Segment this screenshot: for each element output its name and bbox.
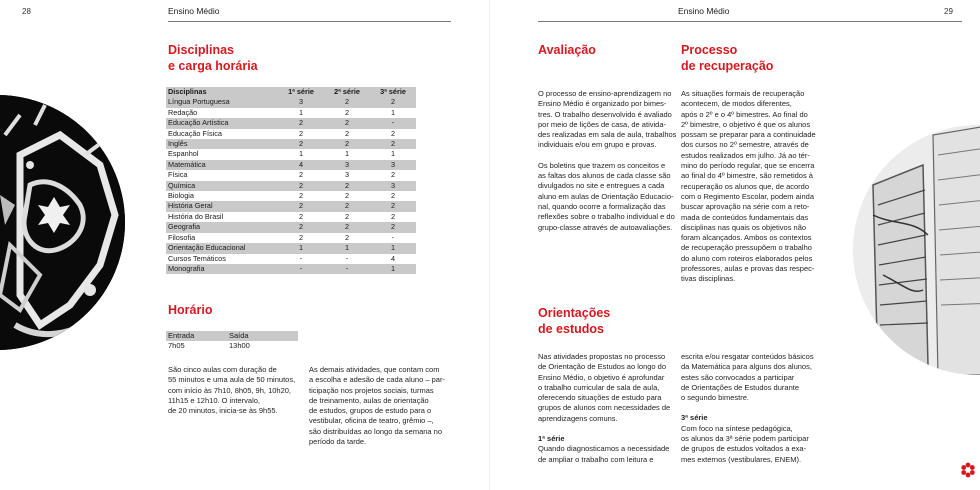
school-logo-icon bbox=[960, 462, 976, 478]
table-cell: 2 bbox=[298, 128, 304, 138]
table-cell: 2 bbox=[324, 201, 370, 211]
text-line: aluno em aulas de Orientação Educacio- bbox=[538, 191, 674, 201]
disciplinas-table bbox=[166, 87, 416, 274]
text-line: acontecem, de modos diferentes, bbox=[681, 99, 792, 109]
table-header-cell: 3ª série bbox=[370, 87, 416, 97]
paragraph-spacer bbox=[681, 403, 831, 413]
table-cell: 2 bbox=[298, 211, 304, 221]
table-cell: 2 bbox=[298, 170, 304, 180]
table-cell: 3 bbox=[344, 170, 350, 180]
orientacoes-title bbox=[538, 305, 610, 337]
table-row bbox=[166, 181, 416, 191]
paragraph-spacer bbox=[538, 151, 678, 161]
table-cell: Espanhol bbox=[168, 149, 199, 159]
table-cell: 2 bbox=[278, 222, 324, 232]
table-cell: 2 bbox=[344, 191, 350, 201]
entrada-value: 7h05 bbox=[168, 341, 185, 351]
text-line: dos cursos no 2º semestre, através de bbox=[681, 140, 809, 150]
text-line: nal, quando ocorre a formalização das bbox=[538, 201, 666, 211]
text-line: por meio de lições de casa, de ativida- bbox=[538, 119, 666, 129]
orientacoes-title-line2: de estudos bbox=[538, 322, 604, 336]
text-line: ao final do 4º bimestre, são remetidos à bbox=[681, 171, 813, 181]
table-row bbox=[166, 212, 416, 222]
table-cell: Educação Artística bbox=[166, 118, 278, 128]
text-line: grupos de alunos com necessidades de bbox=[538, 403, 671, 413]
page-number-left: 28 bbox=[22, 7, 31, 16]
table-cell: - bbox=[345, 253, 349, 263]
right-page bbox=[490, 0, 980, 490]
text-line: Ensino Médio é organizado por bimes- bbox=[538, 99, 667, 109]
table-cell: 4 bbox=[278, 160, 324, 170]
text-line: São cinco aulas com duração de bbox=[168, 365, 277, 374]
text-line: grupo-classe através de autoavaliações. bbox=[538, 222, 673, 232]
table-cell: 2 bbox=[298, 191, 304, 201]
table-cell: 3 bbox=[278, 97, 324, 107]
text-line: As demais atividades, que contam com bbox=[309, 365, 440, 374]
table-header-cell: Disciplinas bbox=[166, 87, 278, 97]
horario-value-row bbox=[166, 341, 298, 351]
avaliacao-title: Avaliação bbox=[538, 43, 596, 57]
table-cell: 2 bbox=[344, 232, 350, 242]
table-cell: - bbox=[278, 264, 324, 274]
text-line: O processo de ensino-aprendizagem no bbox=[538, 89, 672, 98]
text-line: Nas atividades propostas no processo bbox=[538, 352, 666, 361]
table-cell: 1 bbox=[390, 107, 396, 117]
text-line: são distribuídas ao longo da semana no bbox=[309, 426, 443, 436]
horario-paragraph-1 bbox=[168, 365, 303, 416]
table-cell: 2 bbox=[370, 139, 416, 149]
table-row bbox=[166, 149, 416, 159]
saida-value: 13h00 bbox=[229, 341, 250, 351]
table-row bbox=[166, 139, 416, 149]
table-row bbox=[166, 160, 416, 170]
table-row bbox=[166, 264, 416, 274]
text-line: as faltas dos alunos de cada classe são bbox=[538, 171, 671, 181]
table-cell: Monografia bbox=[166, 264, 278, 274]
table-cell: 4 bbox=[390, 253, 396, 263]
table-cell: 1 bbox=[390, 149, 396, 159]
table-cell: 2 bbox=[324, 97, 370, 107]
text-line: Ensino Médio, o objetivo é aprofundar bbox=[538, 372, 665, 382]
text-line: tivas disciplinas. bbox=[681, 274, 736, 284]
recuperacao-title-line1: Processo bbox=[681, 43, 738, 57]
decorative-sketch-circle bbox=[853, 125, 980, 375]
table-cell: 3 bbox=[370, 181, 416, 191]
table-cell: - bbox=[370, 118, 416, 128]
text-line: estes são convocados a participar bbox=[681, 372, 795, 382]
text-line: 2º bimestre, o objetivo é que os alunos bbox=[681, 119, 811, 129]
table-cell: - bbox=[391, 232, 395, 242]
text-line: de Orientações de Estudos durante bbox=[681, 382, 799, 392]
table-cell: Inglês bbox=[166, 139, 278, 149]
table-cell: 2 bbox=[390, 170, 396, 180]
text-line: a escolha e adesão de cada aluno – par- bbox=[309, 375, 445, 385]
subheading-3a-serie: 3ª série bbox=[681, 413, 708, 423]
text-line: de Orientação de Estudos ao longo do bbox=[538, 362, 667, 372]
table-cell: 2 bbox=[390, 211, 396, 221]
table-row bbox=[166, 170, 416, 180]
text-line: o segundo bimestre. bbox=[681, 393, 749, 403]
recuperacao-title-line2: de recuperação bbox=[681, 59, 774, 73]
table-cell: 2 bbox=[324, 222, 370, 232]
text-line: Os boletins que trazem os conceitos e bbox=[538, 160, 666, 170]
disciplinas-title-line1: Disciplinas bbox=[168, 43, 234, 57]
table-cell: Língua Portuguesa bbox=[166, 97, 278, 107]
text-line: de ampliar o trabalho com leitura e bbox=[538, 454, 654, 464]
table-cell: 2 bbox=[370, 222, 416, 232]
text-line: do aluno com roteiros elaborados pelos bbox=[681, 253, 813, 263]
table-cell: 1 bbox=[324, 243, 370, 253]
table-cell: Física bbox=[168, 170, 188, 180]
table-row bbox=[166, 191, 416, 201]
table-cell: Cursos Temáticos bbox=[168, 253, 226, 263]
text-line: de grupos de estudos voltados a exa- bbox=[681, 444, 807, 454]
orientacoes-title-line1: Orientações bbox=[538, 306, 611, 320]
running-head-left: Ensino Médio bbox=[168, 6, 220, 16]
orientacoes-col2 bbox=[681, 352, 831, 465]
subheading-1a-serie: 1ª série bbox=[538, 434, 565, 444]
saida-label: Saída bbox=[229, 331, 249, 340]
text-line: tres. O trabalho desenvolvido é avaliado bbox=[538, 109, 672, 119]
table-cell: 1 bbox=[298, 149, 304, 159]
paragraph-spacer bbox=[538, 424, 678, 434]
text-line: de 20 minutos, inicia-se às 9h55. bbox=[168, 406, 278, 416]
table-cell: 2 bbox=[390, 128, 396, 138]
table-cell: 2 bbox=[278, 139, 324, 149]
text-line: 55 minutos e uma aula de 50 minutos, bbox=[168, 375, 296, 385]
text-line: com início às 7h10, 8h05, 9h, 10h20, bbox=[168, 385, 292, 395]
table-header-row bbox=[166, 87, 416, 97]
table-cell: Redação bbox=[168, 107, 198, 117]
horario-header-row bbox=[166, 331, 298, 341]
table-cell: História do Brasil bbox=[168, 211, 224, 221]
table-cell: 2 bbox=[344, 107, 350, 117]
table-cell: 2 bbox=[278, 181, 324, 191]
table-row bbox=[166, 243, 416, 253]
decorative-artwork-circle bbox=[0, 95, 125, 350]
table-row bbox=[166, 118, 416, 128]
header-rule-left bbox=[168, 21, 451, 22]
text-line: 11h15 e 12h10. O intervalo, bbox=[168, 395, 261, 405]
text-line: Com foco na síntese pedagógica, bbox=[681, 423, 793, 433]
text-line: mada de conteúdos fundamentais das bbox=[681, 212, 809, 222]
table-cell: História Geral bbox=[166, 201, 278, 211]
table-row bbox=[166, 201, 416, 211]
text-line: mes externos (vestibulares, ENEM). bbox=[681, 454, 802, 464]
table-cell: 1 bbox=[278, 243, 324, 253]
disciplinas-title bbox=[168, 42, 258, 74]
text-line: disciplinas nas quais os objetivos não bbox=[681, 222, 807, 232]
table-cell: 1 bbox=[370, 264, 416, 274]
table-row bbox=[166, 108, 416, 118]
orientacoes-col1 bbox=[538, 352, 678, 465]
table-cell: 3 bbox=[324, 160, 370, 170]
disciplinas-title-line2: e carga horária bbox=[168, 59, 258, 73]
text-line: Quando diagnosticamos a necessidade bbox=[538, 444, 670, 454]
table-header-cell: 2ª série bbox=[324, 87, 370, 97]
table-cell: 2 bbox=[324, 118, 370, 128]
text-line: mino do período regular, que se encerra bbox=[681, 161, 815, 171]
table-cell: 1 bbox=[298, 107, 304, 117]
text-line: des realizadas em sala de aula, trabalhos bbox=[538, 130, 677, 140]
table-cell: 1 bbox=[344, 149, 350, 159]
text-line: ticipação nos projetos sociais, turmas bbox=[309, 385, 434, 395]
text-line: com o Regimento Escolar, podem ainda bbox=[681, 191, 814, 201]
text-line: os alunos da 3ª série podem participar bbox=[681, 434, 809, 444]
table-cell: 2 bbox=[278, 118, 324, 128]
text-line: individuais e/ou em grupo e provas. bbox=[538, 140, 657, 150]
text-line: foram alcançados. Ambos os contextos bbox=[681, 233, 812, 243]
avaliacao-body bbox=[538, 89, 678, 233]
horario-table bbox=[166, 331, 298, 352]
text-line: vestibular, oficina de teatro, grêmio –, bbox=[309, 416, 434, 426]
table-cell: 2 bbox=[370, 201, 416, 211]
text-line: de recuperação pressupõem o trabalho bbox=[681, 243, 812, 253]
text-line: As situações formais de recuperação bbox=[681, 89, 805, 98]
text-line: recuperação os alunos que, de acordo bbox=[681, 181, 810, 191]
text-line: estudos realizados em julho. Já ao tér- bbox=[681, 150, 810, 160]
building-sketch-icon bbox=[853, 125, 980, 375]
table-cell: - bbox=[299, 253, 303, 263]
recuperacao-body bbox=[681, 89, 831, 285]
text-line: professores, aulas e provas das respec- bbox=[681, 264, 815, 274]
table-cell: 2 bbox=[370, 97, 416, 107]
table-cell: 2 bbox=[344, 211, 350, 221]
text-line: oferecendo situações de estudo para bbox=[538, 393, 662, 403]
table-cell: Filosofia bbox=[168, 232, 196, 242]
table-cell: 3 bbox=[370, 160, 416, 170]
table-row bbox=[166, 129, 416, 139]
text-line: divulgados no site e entregues a cada bbox=[538, 181, 665, 191]
horario-paragraph-2 bbox=[309, 365, 459, 447]
entrada-label: Entrada bbox=[168, 331, 195, 340]
horario-title: Horário bbox=[168, 303, 213, 317]
table-row bbox=[166, 254, 416, 264]
recuperacao-title bbox=[681, 42, 773, 74]
table-cell: Orientação Educacional bbox=[166, 243, 278, 253]
table-row bbox=[166, 233, 416, 243]
table-row bbox=[166, 97, 416, 107]
table-cell: Geografia bbox=[166, 222, 278, 232]
text-line: reflexões sobre o trabalho individual e do bbox=[538, 212, 675, 222]
disciplinas-table-wrap bbox=[166, 87, 416, 274]
table-cell: Química bbox=[166, 181, 278, 191]
text-line: período da tarde. bbox=[309, 437, 367, 447]
table-cell: Educação Física bbox=[168, 128, 222, 138]
table-cell: 2 bbox=[278, 201, 324, 211]
page-number-right: 29 bbox=[944, 7, 953, 16]
abstract-art-icon bbox=[0, 95, 125, 350]
running-head-right: Ensino Médio bbox=[678, 6, 730, 16]
table-cell: 2 bbox=[344, 128, 350, 138]
table-cell: Matemática bbox=[166, 160, 278, 170]
table-cell: 1 bbox=[370, 243, 416, 253]
table-row bbox=[166, 222, 416, 232]
text-line: escrita e/ou resgatar conteúdos básicos bbox=[681, 352, 814, 361]
table-cell: 2 bbox=[298, 232, 304, 242]
table-cell: 2 bbox=[390, 191, 396, 201]
text-line: possam se preparar para a continuidade bbox=[681, 130, 816, 140]
text-line: após o 2º e o 4º bimestres. Ao final do bbox=[681, 109, 808, 119]
text-line: de estudos, grupos de estudo para o bbox=[309, 406, 432, 416]
table-cell: Biologia bbox=[168, 191, 194, 201]
table-header-cell: 1ª série bbox=[278, 87, 324, 97]
text-line: o trabalho curricular de sala de aula, bbox=[538, 382, 660, 392]
text-line: buscar aprovação na série com a reto- bbox=[681, 202, 810, 212]
header-rule-right bbox=[538, 21, 962, 22]
table-cell: 2 bbox=[324, 181, 370, 191]
table-cell: 2 bbox=[324, 139, 370, 149]
text-line: aprendizagens comuns. bbox=[538, 413, 618, 423]
table-cell: - bbox=[324, 264, 370, 274]
text-line: de treinamento, aulas de orientação bbox=[309, 395, 429, 405]
text-line: da Matemática para alguns dos alunos, bbox=[681, 362, 812, 372]
